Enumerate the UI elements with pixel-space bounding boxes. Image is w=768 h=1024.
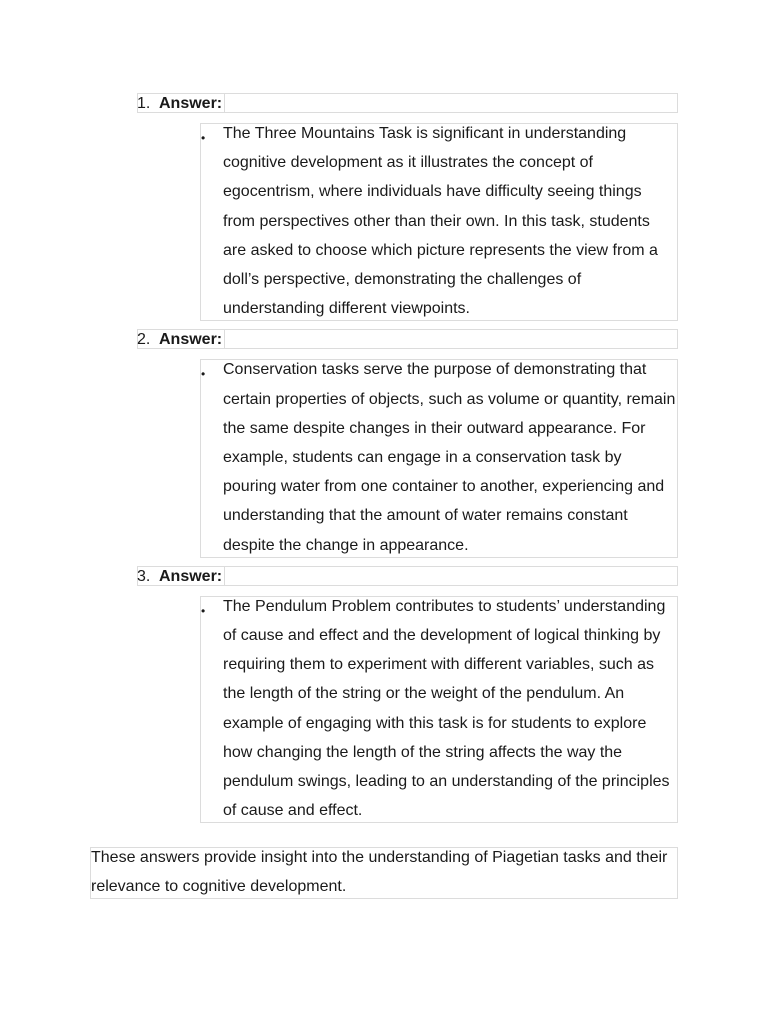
answer-label: Answer: [159, 330, 225, 349]
answer-item-1 [137, 93, 678, 321]
bullet-icon: • [201, 131, 206, 145]
answer-text: The Three Mountains Task is significant in understanding cognitive development as it illustrates the concept of egocentrism, where individuals have difficulty seeing things from perspectives other than their own. In this task, students are asked to choose which picture represents the view from a doll’s perspective, demonstrating the challenges of understanding different viewpoints. [223, 125, 658, 318]
answer-bullet-2 [200, 359, 678, 557]
answer-item-2 [137, 329, 678, 557]
answer-text: Conservation tasks serve the purpose of demonstrating that certain properties of objects, such as volume or quantity, remain the same despite changes in their outward appearance. For example, students can engage in a conservation task by pouring water from one container to another, experiencing and understanding that the amount of water remains constant despite the change in appearance. [223, 361, 676, 554]
bullet-icon: • [201, 367, 206, 382]
list-number: 2. [137, 331, 151, 349]
bullet-icon: • [201, 603, 206, 618]
answer-text: The Pendulum Problem contributes to students’ understanding of cause and effect and the development of logical thinking by requiring them to experiment with different variables, such as the length of the string or the weight of the pendulum. An example of engaging with this task is for students to explore how changing the length of the string affects the way the pendulum swings, leading to an understanding of the principles of cause and effect. [223, 597, 670, 820]
answer-heading-2 [137, 329, 678, 349]
list-number: 1. [137, 95, 151, 112]
closing-text: These answers provide insight into the understanding of Piagetian tasks and their relevance to cognitive development. [91, 849, 668, 896]
answer-label: Answer: [159, 567, 225, 586]
list-number: 3. [137, 567, 151, 585]
answer-heading-1 [137, 93, 678, 113]
answer-bullet-1 [200, 123, 678, 321]
answer-list [137, 93, 678, 831]
answer-heading-3 [137, 566, 678, 586]
answer-item-3 [137, 566, 678, 824]
closing-paragraph [90, 847, 678, 899]
answer-label: Answer: [159, 94, 225, 113]
answer-bullet-3 [200, 596, 678, 824]
